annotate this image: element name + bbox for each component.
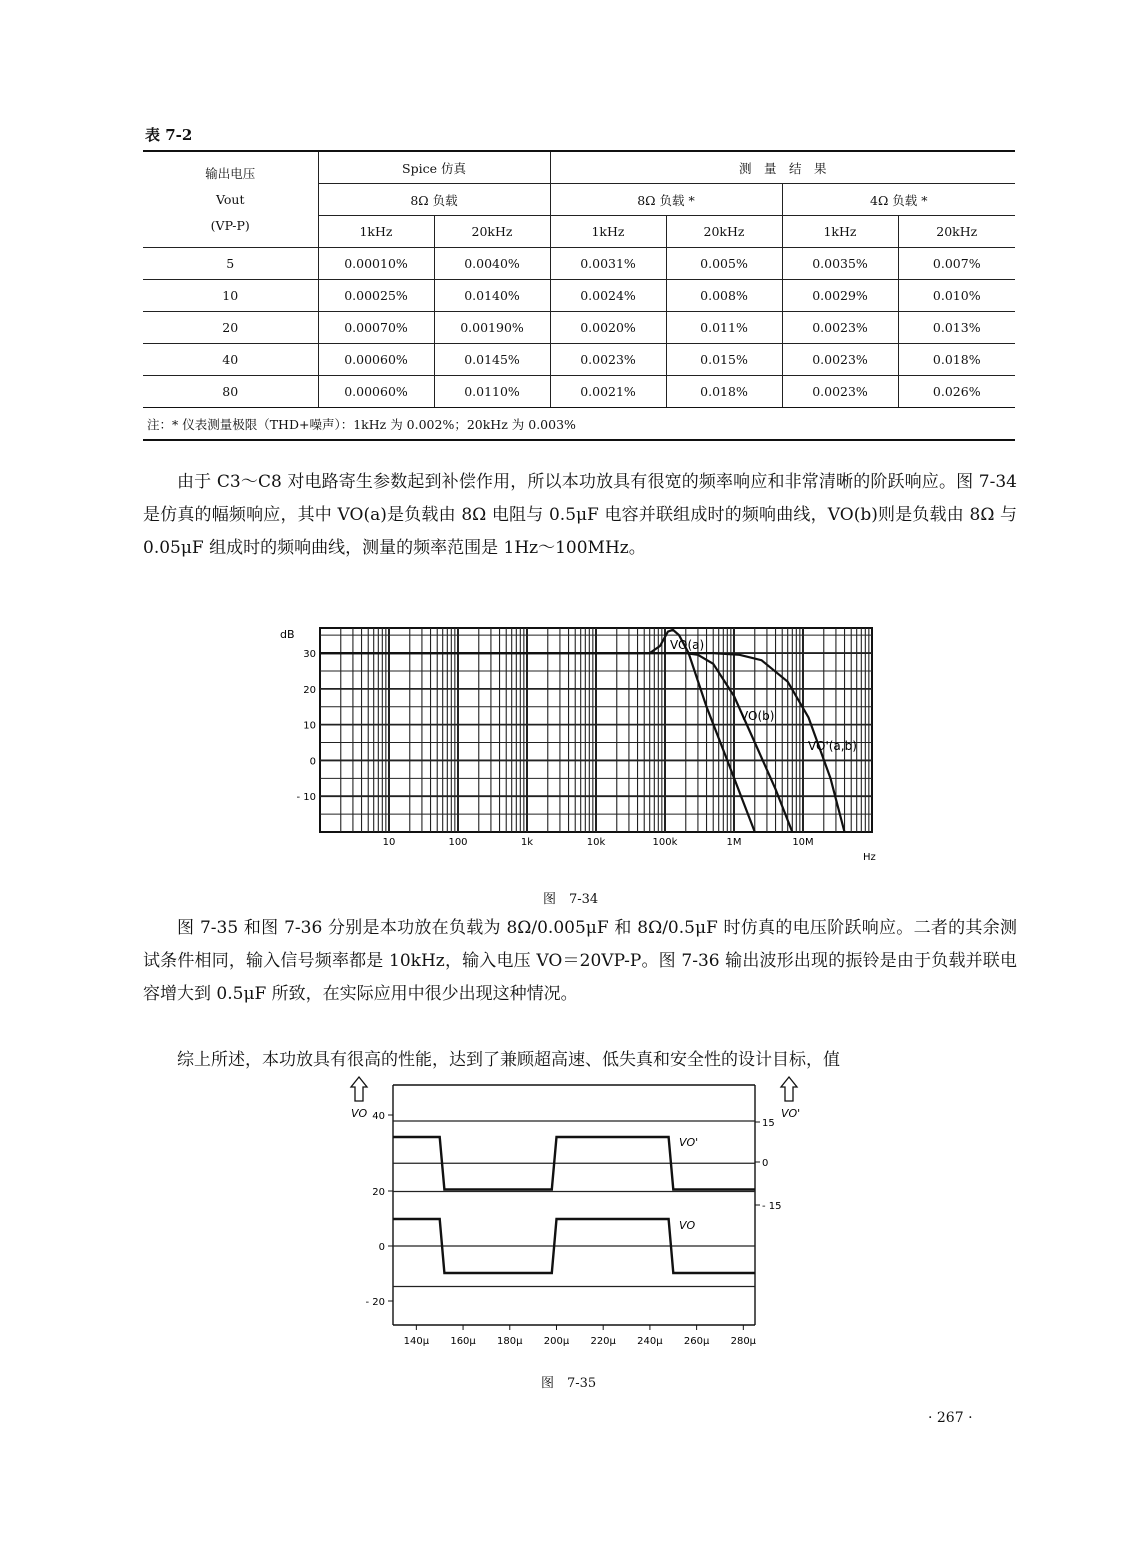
table-row [143, 312, 1015, 344]
x-tick-label: 240μ [637, 1336, 663, 1347]
x-tick-label: 140μ [403, 1336, 430, 1347]
voltage-cell: 5 [143, 248, 318, 280]
freq-header: 20kHz [898, 216, 1015, 248]
load-header: 8Ω 负载 [318, 184, 550, 216]
paragraph-3: 综上所述，本功放具有很高的性能，达到了兼顾超高速、低失真和安全性的设计目标，值 [177, 1050, 840, 1070]
x-tick-labels [383, 837, 814, 848]
thd-cell: 0.0020% [550, 312, 666, 344]
thd-cell: 0.00070% [318, 312, 434, 344]
y-tick-labels [296, 649, 316, 803]
up-arrow-icon [781, 1077, 797, 1101]
voltage-cell: 80 [143, 376, 318, 408]
thd-cell: 0.005% [666, 248, 782, 280]
thd-cell: 0.0029% [782, 280, 898, 312]
y-tick-label: - 10 [296, 792, 316, 804]
freq-header: 1kHz [318, 216, 434, 248]
thd-cell: 0.018% [898, 344, 1015, 376]
thd-cell: 0.0023% [782, 344, 898, 376]
row-header-line: 输出电压 [205, 165, 256, 181]
up-arrow-icon [351, 1077, 367, 1101]
figure-7-34 [280, 622, 880, 867]
thd-cell: 0.0140% [434, 280, 550, 312]
voltage-cell: 40 [143, 344, 318, 376]
x-tick-label: 1k [520, 837, 534, 848]
series-label-vo-ab: VO'(a,b) [808, 739, 857, 753]
thd-cell: 0.00025% [318, 280, 434, 312]
left-tick-label: - 20 [365, 1297, 385, 1308]
y-tick-label: 0 [309, 756, 316, 768]
page-number: · 267 · [928, 1410, 973, 1426]
x-tick-label: 100 [448, 837, 468, 848]
thd-cell: 0.00060% [318, 344, 434, 376]
paragraph-1: 由于 C3～C8 对电路寄生参数起到补偿作用，所以本功放具有很宽的频率响应和非常清晰的阶跃响应。图 7-34 是仿真的幅频响应，其中 VO(a)是负载由 8Ω 电阻与 0.5μF 电容并联组成时的频响曲线，VO(b)则是负载由 8Ω 与 0.05μF 组成时的频响曲线，测量的频率范围是 1Hz～100MHz。 [143, 472, 1017, 558]
y-tick-label: 20 [303, 684, 316, 696]
thd-cell: 0.018% [666, 376, 782, 408]
thd-cell: 0.0023% [782, 376, 898, 408]
thd-cell: 0.00010% [318, 248, 434, 280]
thd-cell: 0.011% [666, 312, 782, 344]
spice-header: Spice 仿真 [318, 151, 550, 184]
series-label-vo-b: VO(b) [740, 709, 775, 723]
series-line [320, 630, 755, 832]
thd-cell: 0.0023% [550, 344, 666, 376]
x-tick-label: 220μ [590, 1336, 616, 1347]
left-tick-label: 20 [372, 1187, 385, 1198]
thd-cell: 0.00060% [318, 376, 434, 408]
voltage-cell: 20 [143, 312, 318, 344]
x-tick-label: 1M [726, 837, 742, 848]
series-label-vo: VO [679, 1219, 696, 1232]
table-row [143, 248, 1015, 280]
x-tick-label: 260μ [683, 1336, 710, 1347]
voltage-cell: 10 [143, 280, 318, 312]
series-group [320, 630, 845, 832]
thd-cell: 0.0024% [550, 280, 666, 312]
row-header-line: Vout [216, 191, 245, 207]
figure-7-35 [345, 1075, 815, 1355]
right-tick-label: 15 [762, 1118, 775, 1129]
figure-7-35-caption: 图 7-35 [541, 1376, 597, 1391]
table-row [143, 280, 1015, 312]
chart-grid [320, 628, 872, 832]
thd-cell: 0.00190% [434, 312, 550, 344]
row-header [143, 151, 318, 248]
thd-cell: 0.0023% [782, 312, 898, 344]
thd-table [143, 150, 1015, 441]
freq-header: 1kHz [782, 216, 898, 248]
x-tick-label: 160μ [450, 1336, 476, 1347]
series-group [393, 1137, 755, 1273]
thd-cell: 0.007% [898, 248, 1015, 280]
table-row [143, 376, 1015, 408]
thd-cell: 0.015% [666, 344, 782, 376]
tick-labels [365, 1111, 781, 1347]
freq-header: 1kHz [550, 216, 666, 248]
right-axis-label: VO' [781, 1107, 801, 1120]
thd-cell: 0.010% [898, 280, 1015, 312]
table-row [143, 344, 1015, 376]
right-tick-label: - 15 [762, 1201, 782, 1212]
thd-cell: 0.013% [898, 312, 1015, 344]
series-label-vo-prime: VO' [679, 1136, 699, 1149]
series-label-vo-a: VO(a) [670, 638, 705, 652]
x-tick-label: 10k [586, 837, 606, 848]
x-tick-label: 180μ [497, 1336, 523, 1347]
thd-cell: 0.0035% [782, 248, 898, 280]
thd-cell: 0.0021% [550, 376, 666, 408]
thd-cell: 0.0145% [434, 344, 550, 376]
x-tick-label: 10M [792, 837, 814, 848]
table-label: 表 7-2 [145, 126, 193, 144]
freq-header: 20kHz [434, 216, 550, 248]
y-axis-label: dB [280, 628, 295, 641]
x-tick-label: 100k [652, 837, 678, 848]
freq-header: 20kHz [666, 216, 782, 248]
chart-frame [393, 1085, 755, 1325]
measured-header: 测 量 结 果 [550, 151, 1015, 184]
x-axis-label: Hz [863, 852, 876, 863]
left-tick-label: 40 [372, 1111, 385, 1122]
left-axis-label: VO [351, 1107, 368, 1120]
table-note: 注：* 仪表测量极限（THD+噪声）：1kHz 为 0.002%；20kHz 为 0.003% [143, 408, 1015, 441]
load-header: 4Ω 负载 * [782, 184, 1015, 216]
thd-cell: 0.0031% [550, 248, 666, 280]
y-tick-label: 10 [303, 720, 316, 732]
thd-cell: 0.0110% [434, 376, 550, 408]
row-header-line: (VP-P) [210, 217, 250, 233]
thd-cell: 0.008% [666, 280, 782, 312]
thd-cell: 0.026% [898, 376, 1015, 408]
left-tick-label: 0 [378, 1242, 385, 1253]
x-tick-label: 200μ [543, 1336, 570, 1347]
y-tick-label: 30 [303, 649, 316, 661]
x-tick-label: 280μ [730, 1336, 757, 1347]
figure-7-34-caption: 图 7-34 [543, 892, 599, 907]
thd-cell: 0.0040% [434, 248, 550, 280]
x-tick-label: 10 [382, 837, 396, 848]
paragraph-2: 图 7-35 和图 7-36 分别是本功放在负载为 8Ω/0.005μF 和 8Ω/0.5μF 时仿真的电压阶跃响应。二者的其余测试条件相同，输入信号频率都是 10kHz，输入电压 VO＝20VP-P。图 7-36 输出波形出现的振铃是由于负载并联电容增大到 0.5μF 所致，在实际应用中很少出现这种情况。 [143, 918, 1017, 1004]
load-header: 8Ω 负载 * [550, 184, 782, 216]
right-tick-label: 0 [762, 1158, 769, 1169]
